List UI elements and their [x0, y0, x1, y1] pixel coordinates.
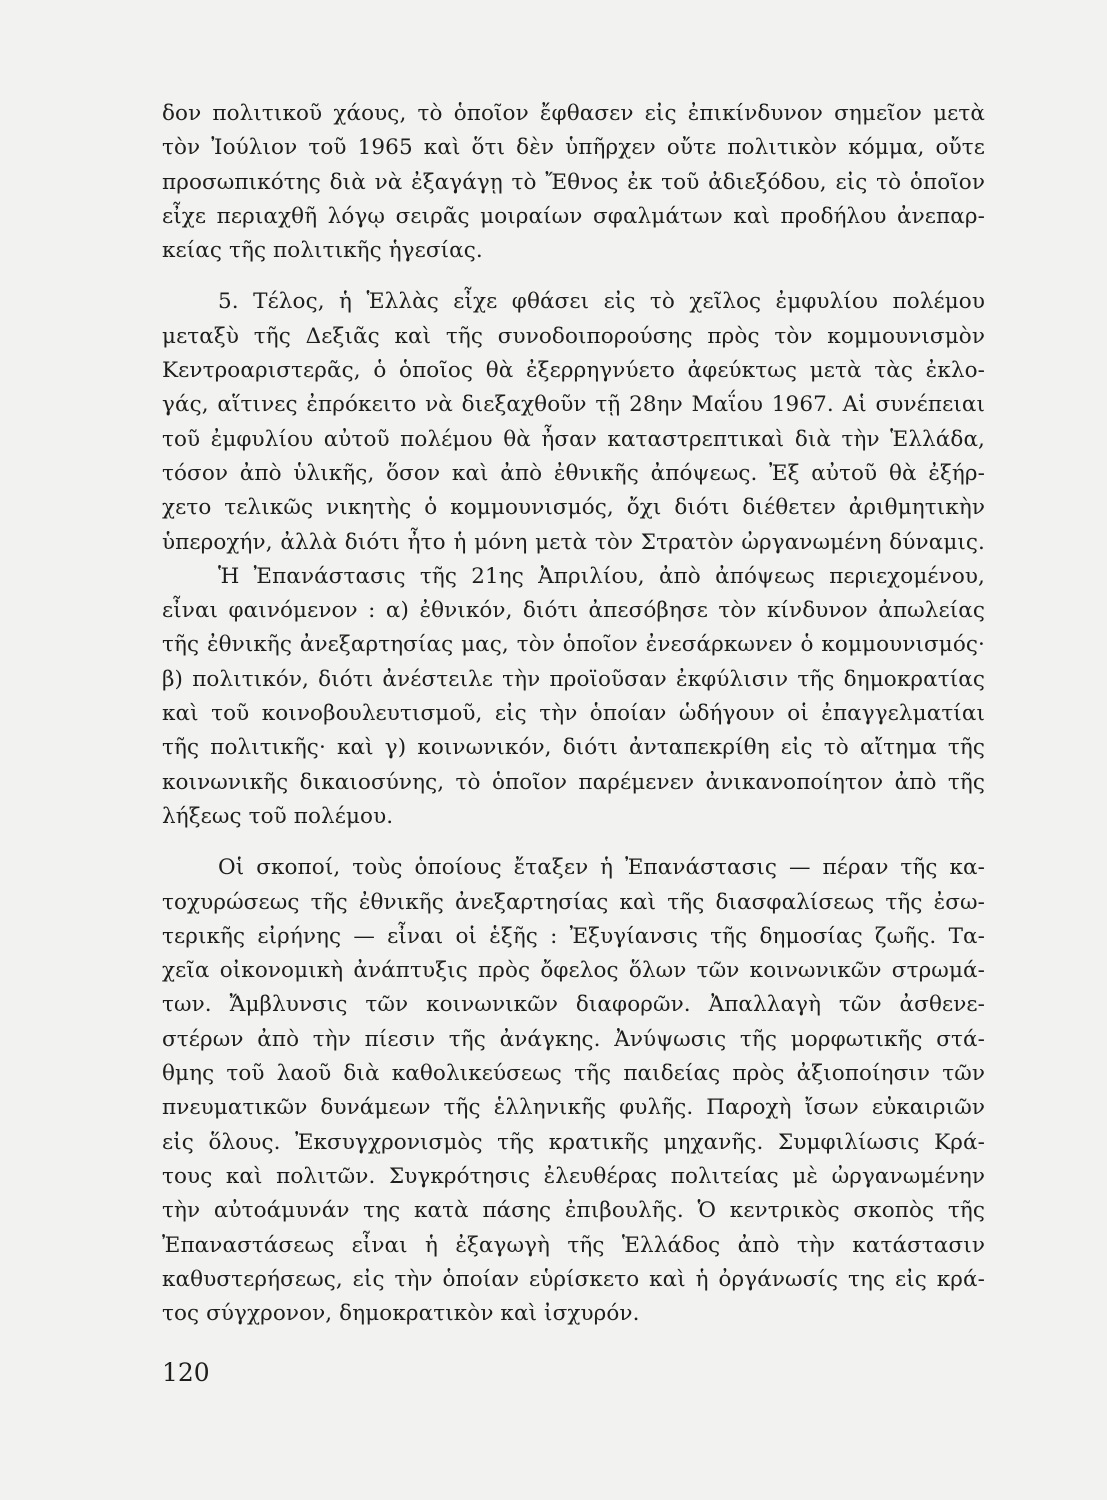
text-line: στέρων ἀπὸ τὴν πίεσιν τῆς ἀνάγκης. Ἀνύψωσις τῆς μορφωτικῆς στά-: [162, 1026, 985, 1052]
text-line: θμης τοῦ λαοῦ διὰ καθολικεύσεως τῆς παιδείας πρὸς ἀξιοποίησιν τῶν: [162, 1061, 985, 1087]
text-line: ὑπεροχήν, ἀλλὰ διότι ἦτο ἡ μόνη μετὰ τὸν Στρατὸν ὠργανωμένη δύναμις.: [162, 529, 985, 555]
text-line: τόσον ἀπὸ ὑλικῆς, ὅσον καὶ ἀπὸ ἐθνικῆς ἀπόψεως. Ἐξ αὐτοῦ θὰ ἐξήρ-: [162, 460, 985, 486]
text-line: τοῦ ἐμφυλίου αὐτοῦ πολέμου θὰ ἦσαν καταστρεπτικαὶ διὰ τὴν Ἑλλάδα,: [162, 426, 985, 452]
text-line: γάς, αἵτινες ἐπρόκειτο νὰ διεξαχθοῦν τῇ 28ην Μαΐου 1967. Αἱ συνέπειαι: [162, 392, 985, 418]
text-line: τοχυρώσεως τῆς ἐθνικῆς ἀνεξαρτησίας καὶ τῆς διασφαλίσεως τῆς ἐσω-: [162, 889, 985, 915]
text-line: Κεντροαριστερᾶς, ὁ ὁποῖος θὰ ἐξερρηγνύετο ἀφεύκτως μετὰ τὰς ἐκλο-: [162, 358, 985, 384]
text-line: Ἐπαναστάσεως εἶναι ἡ ἐξαγωγὴ τῆς Ἑλλάδος ἀπὸ τὴν κατάστασιν: [162, 1232, 985, 1258]
paragraph-gap: [162, 834, 985, 851]
text-line: εἶναι φαινόμενον : α) ἐθνικόν, διότι ἀπεσόβησε τὸν κίνδυνον ἀπωλείας: [162, 598, 985, 624]
text-line: τερικῆς εἰρήνης — εἶναι οἱ ἑξῆς : Ἐξυγίανσις τῆς δημοσίας ζωῆς. Τα-: [162, 923, 985, 949]
text-line: των. Ἄμβλυνσις τῶν κοινωνικῶν διαφορῶν. Ἀπαλλαγὴ τῶν ἀσθενε-: [162, 992, 985, 1018]
text-line: τῆς ἐθνικῆς ἀνεξαρτησίας μας, τὸν ὁποῖον ἐνεσάρκωνεν ὁ κομμουνισμός·: [162, 632, 985, 658]
text-line: εἰς ὅλους. Ἐκσυγχρονισμὸς τῆς κρατικῆς μηχανῆς. Συμφιλίωσις Κρά-: [162, 1129, 985, 1155]
text-line: προσωπικότης διὰ νὰ ἐξαγάγῃ τὸ Ἔθνος ἐκ τοῦ ἀδιεξόδου, εἰς τὸ ὁποῖον: [162, 169, 985, 195]
paragraph-gap: [162, 268, 985, 285]
paragraph: [162, 97, 985, 268]
paragraph: [162, 851, 985, 1331]
paragraph: [162, 285, 985, 559]
text-line: δον πολιτικοῦ χάους, τὸ ὁποῖον ἔφθασεν εἰς ἐπικίνδυνον σημεῖον μετὰ: [162, 101, 985, 126]
text-line: χεῖα οἰκονομικὴ ἀνάπτυξις πρὸς ὄφελος ὅλων τῶν κοινωνικῶν στρωμά-: [162, 958, 985, 984]
text-line: Οἱ σκοποί, τοὺς ὁποίους ἔταξεν ἡ Ἐπανάστασις — πέραν τῆς κα-: [218, 855, 985, 881]
page-number: 120: [162, 1358, 210, 1387]
text-line: τους καὶ πολιτῶν. Συγκρότησις ἐλευθέρας πολιτείας μὲ ὠργανωμένην: [162, 1163, 985, 1189]
text-line: τὴν αὐτοάμυνάν της κατὰ πάσης ἐπιβουλῆς. Ὁ κεντρικὸς σκοπὸς τῆς: [162, 1198, 985, 1224]
text-line: β) πολιτικόν, διότι ἀνέστειλε τὴν προϊοῦσαν ἐκφύλισιν τῆς δημοκρατίας: [162, 666, 985, 692]
text-line: καὶ τοῦ κοινοβουλευτισμοῦ, εἰς τὴν ὁποίαν ὡδήγουν οἱ ἐπαγγελματίαι: [162, 701, 985, 727]
text-line: τὸν Ἰούλιον τοῦ 1965 καὶ ὅτι δὲν ὑπῆρχεν οὔτε πολιτικὸν κόμμα, οὔτε: [162, 135, 985, 161]
text-line: κείας τῆς πολιτικῆς ἡγεσίας.: [162, 238, 483, 264]
text-line: καθυστερήσεως, εἰς τὴν ὁποίαν εὑρίσκετο καὶ ἡ ὀργάνωσίς της εἰς κρά-: [162, 1266, 985, 1292]
text-line: Ἡ Ἐπανάστασις τῆς 21ης Ἀπριλίου, ἀπὸ ἀπόψεως περιεχομένου,: [218, 563, 985, 589]
body-text: [162, 97, 985, 1331]
text-line: πνευματικῶν δυνάμεων τῆς ἑλληνικῆς φυλῆς. Παροχὴ ἴσων εὐκαιριῶν: [162, 1095, 985, 1121]
text-line: λήξεως τοῦ πολέμου.: [162, 803, 394, 829]
text-line: χετο τελικῶς νικητὴς ὁ κομμουνισμός, ὄχι διότι διέθετεν ἀριθμητικὴν: [162, 495, 985, 521]
text-line: μεταξὺ τῆς Δεξιᾶς καὶ τῆς συνοδοιπορούσης πρὸς τὸν κομμουνισμὸν: [162, 323, 985, 349]
text-line: κοινωνικῆς δικαιοσύνης, τὸ ὁποῖον παρέμενεν ἀνικανοποίητον ἀπὸ τῆς: [162, 769, 985, 795]
text-line: τος σύγχρονον, δημοκρατικὸν καὶ ἰσχυρόν.: [162, 1301, 640, 1327]
paragraph: [162, 560, 985, 834]
text-line: εἶχε περιαχθῆ λόγῳ σειρᾶς μοιραίων σφαλμάτων καὶ προδήλου ἀνεπαρ-: [162, 203, 985, 229]
text-line: τῆς πολιτικῆς· καὶ γ) κοινωνικόν, διότι ἀνταπεκρίθη εἰς τὸ αἴτημα τῆς: [162, 735, 985, 761]
text-line: 5. Τέλος, ἡ Ἑλλὰς εἶχε φθάσει εἰς τὸ χεῖλος ἐμφυλίου πολέμου: [218, 289, 985, 315]
